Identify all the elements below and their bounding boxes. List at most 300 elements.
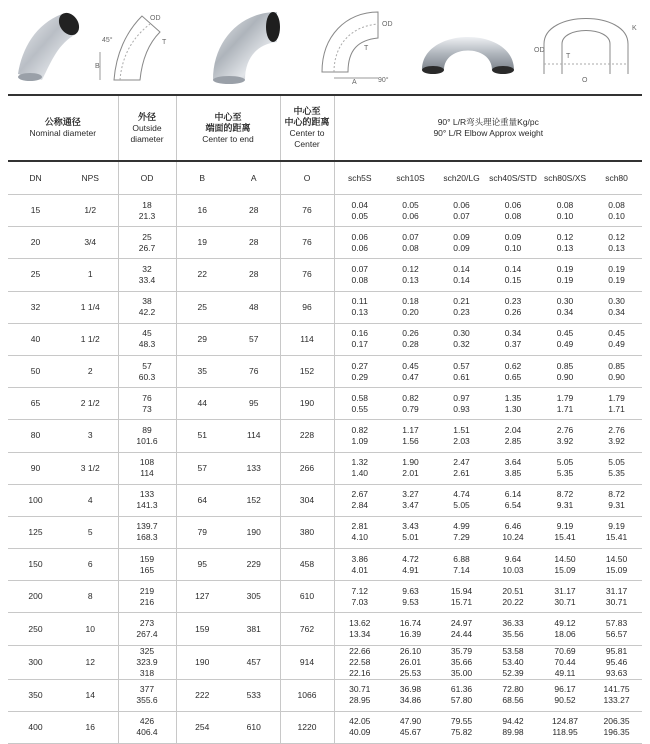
cell-value: 0.05 [402,199,419,210]
table-cell [539,291,591,323]
column-header: sch80 [591,161,642,195]
table-cell [385,259,436,291]
cell-value: 108 [139,457,155,468]
table-cell [118,259,176,291]
table-cell: 19 [176,227,228,259]
table-cell: 57 [228,323,280,355]
cell-value: 18 [142,199,152,210]
table-row [8,227,642,259]
table-cell [118,581,176,613]
cell-value: 3.85 [504,468,522,479]
table-cell [436,227,487,259]
cell-value: 0.28 [402,339,419,350]
cell-value: 139.7 [136,521,158,532]
cell-value: 25.53 [399,667,422,678]
cell-value: 7.12 [351,585,369,596]
table-cell: 64 [176,484,228,516]
cell-value: 0.30 [608,296,625,307]
table-cell [487,711,539,743]
cell-value: 0.17 [351,339,369,350]
outside-diameter-header: 外径 Outside diameter [118,95,176,161]
cell-value: 33.4 [138,274,156,285]
cell-value: 5.05 [556,457,574,468]
cell-value: 0.10 [556,210,574,221]
cell-value: 21.3 [138,210,156,221]
cell-value: 57 [142,360,152,371]
cell-value: 0.05 [351,210,369,221]
table-cell [436,613,487,645]
cell-value: 1.17 [402,424,419,435]
table-cell: 100 [8,484,63,516]
cell-value: 9.19 [556,521,574,532]
table-cell [334,323,385,355]
table-cell: 25 [176,291,228,323]
cell-value: 1.79 [608,392,625,403]
cell-value: 124.87 [552,716,579,727]
cell-value: 0.55 [351,403,369,414]
table-cell: 610 [280,581,334,613]
cell-value: 0.26 [504,307,522,318]
cell-value: 28.95 [349,695,371,706]
cell-value: 0.23 [453,307,470,318]
cell-value: 0.61 [453,371,470,382]
cell-value: 68.56 [502,695,524,706]
cell-value: 377 [139,684,155,695]
cell-value: 2.81 [351,521,369,532]
cell-value: 7.03 [351,596,369,607]
cell-value: 1.51 [453,424,470,435]
cell-value: 0.19 [556,263,574,274]
table-cell: 610 [228,711,280,743]
table-cell [118,711,176,743]
table-cell [436,420,487,452]
cell-value: 15.71 [450,596,473,607]
cell-value: 3.43 [402,521,419,532]
cell-value: 2.67 [351,489,369,500]
cell-value: 0.19 [608,263,625,274]
table-cell [591,259,642,291]
table-cell: 28 [228,195,280,227]
cell-value: 75.82 [450,727,473,738]
table-cell: 29 [176,323,228,355]
column-header: OD [118,161,176,195]
table-cell [591,420,642,452]
table-cell: 190 [176,645,228,679]
cell-value: 0.11 [351,296,368,307]
cell-value: 8.72 [608,489,625,500]
cell-value: 159 [139,553,155,564]
cell-value: 0.82 [351,424,369,435]
table-cell [591,355,642,387]
cell-value: 2.76 [556,424,574,435]
cell-value: 0.19 [608,274,625,285]
table-cell: 229 [228,549,280,581]
nominal-diameter-header: 公称通径 Nominal diameter [8,95,118,161]
table-cell [539,195,591,227]
table-cell: 762 [280,613,334,645]
table-cell [487,484,539,516]
table-cell [385,323,436,355]
cell-value: 4.72 [402,553,419,564]
cell-value: 0.34 [556,307,574,318]
cell-value: 0.58 [351,392,369,403]
table-cell: 6 [63,549,118,581]
cell-value: 133.27 [603,695,630,706]
table-cell [539,259,591,291]
table-cell: 3 [63,420,118,452]
table-cell [487,581,539,613]
cell-value: 0.15 [504,274,522,285]
cell-value: 0.09 [453,231,470,242]
cell-value: 0.30 [453,328,470,339]
table-cell [118,549,176,581]
table-cell [118,291,176,323]
cell-value: 10.03 [502,564,524,575]
table-cell [385,613,436,645]
cell-value: 2.85 [504,435,522,446]
column-header: sch80S/XS [539,161,591,195]
table-cell [539,645,591,679]
cell-value: 1.30 [504,403,522,414]
table-cell [436,516,487,548]
weight-header: 90° L/R弯头理论重量Kg/pc 90° L/R Elbow Approx weight [334,95,642,161]
column-header: NPS [63,161,118,195]
table-cell [118,388,176,420]
spec-table-body [8,195,642,744]
cell-value: 10.24 [502,532,524,543]
cell-value: 0.23 [504,296,522,307]
cell-value: 22.58 [349,656,371,667]
table-cell: 44 [176,388,228,420]
table-row [8,549,642,581]
table-row [8,323,642,355]
cell-value: 141.3 [136,500,158,511]
cell-value: 20.51 [502,585,524,596]
table-cell [591,484,642,516]
cell-value: 26.10 [399,645,422,656]
table-cell: 80 [8,420,63,452]
cell-value: 9.31 [608,500,625,511]
cell-value: 22.16 [349,667,371,678]
cell-value: 30.71 [605,596,628,607]
table-cell: 152 [228,484,280,516]
cell-value: 53.40 [502,656,524,667]
cell-value: 57.83 [605,618,628,629]
cell-value: 0.10 [608,210,625,221]
table-cell: 35 [176,355,228,387]
table-cell [118,679,176,711]
cell-value: 79.55 [450,716,473,727]
table-row [8,388,642,420]
cell-value: 0.27 [351,360,369,371]
cell-value: 206.35 [603,716,630,727]
table-cell [487,323,539,355]
column-header: sch40S/STD [487,161,539,195]
table-row [8,645,642,679]
table-cell: 12 [63,645,118,679]
cell-value: 141.75 [603,684,630,695]
product-figures [0,0,650,92]
table-cell: 127 [176,581,228,613]
cell-value: 72.80 [502,684,524,695]
table-cell: 458 [280,549,334,581]
cell-value: 0.97 [453,392,470,403]
cell-value: 1.90 [402,457,419,468]
cell-value: 3.86 [351,553,369,564]
table-cell [385,355,436,387]
table-cell [385,679,436,711]
table-cell: 20 [8,227,63,259]
cell-value: 1.56 [402,435,419,446]
cell-value: 30.71 [554,596,576,607]
cell-value: 1.71 [556,403,574,414]
table-cell [487,549,539,581]
table-cell: 1 1/4 [63,291,118,323]
cell-value: 355.6 [136,695,158,706]
cell-value: 96.17 [554,684,576,695]
cell-value: 3.92 [556,435,574,446]
column-header: sch20/LG [436,161,487,195]
table-cell [487,645,539,679]
cell-value: 0.14 [453,274,470,285]
cell-value: 3.27 [402,489,419,500]
table-cell [385,452,436,484]
cell-value: 0.37 [504,339,522,350]
table-cell: 90 [8,452,63,484]
dim-label: K [632,25,637,32]
cell-value: 0.45 [402,360,419,371]
cell-value: 40.09 [349,727,371,738]
table-row [8,613,642,645]
cell-value: 406.4 [136,727,158,738]
table-cell [436,484,487,516]
table-cell [334,613,385,645]
cell-value: 49.11 [554,667,576,678]
cell-value: 0.08 [402,242,419,253]
cell-value: 18.06 [554,629,576,640]
cell-value: 0.12 [608,231,625,242]
table-cell [334,679,385,711]
cell-value: 70.44 [554,656,576,667]
cell-value: 2.01 [402,468,419,479]
table-cell: 8 [63,581,118,613]
cell-value: 1.35 [504,392,522,403]
cell-value: 35.56 [502,629,524,640]
cell-value: 4.91 [402,564,419,575]
table-cell [334,484,385,516]
table-cell [118,645,176,679]
cell-value: 49.12 [554,618,576,629]
cell-value: 1.40 [351,468,369,479]
cell-value: 114 [140,468,154,479]
table-cell: 5 [63,516,118,548]
cell-value: 2.04 [504,424,522,435]
cell-value: 0.08 [556,199,574,210]
cell-value: 0.07 [453,210,470,221]
cell-value: 38 [142,296,152,307]
cell-value: 34.86 [399,695,422,706]
cell-value: 15.41 [554,532,576,543]
cell-value: 0.19 [556,274,574,285]
cell-value: 57.80 [450,695,473,706]
cell-value: 94.42 [502,716,524,727]
column-header-row [8,161,642,195]
table-cell: 200 [8,581,63,613]
table-cell [591,645,642,679]
cell-value: 76 [142,392,152,403]
cell-value: 0.13 [402,274,419,285]
table-cell [487,679,539,711]
cell-value: 0.47 [402,371,419,382]
cell-value: 26.01 [399,656,422,667]
table-cell: 2 1/2 [63,388,118,420]
table-cell: 133 [228,452,280,484]
center-to-end-header: 中心至 端面的距离 Center to end [176,95,280,161]
cell-value: 0.16 [351,328,369,339]
table-cell: 1/2 [63,195,118,227]
table-cell [436,195,487,227]
table-cell [385,484,436,516]
dim-label: O [582,77,588,84]
table-cell: 25 [8,259,63,291]
table-cell [118,484,176,516]
cell-value: 0.06 [351,242,369,253]
cell-value: 0.30 [556,296,574,307]
dim-label: T [566,53,571,60]
table-cell: 914 [280,645,334,679]
cell-value: 0.85 [608,360,625,371]
table-cell: 300 [8,645,63,679]
cell-value: 9.31 [556,500,574,511]
cell-value: 323.9 [136,656,158,667]
cell-value: 0.49 [608,339,625,350]
table-cell [539,581,591,613]
cell-value: 35.66 [450,656,473,667]
table-cell [334,227,385,259]
table-cell [539,484,591,516]
cell-value: 1.32 [351,457,369,468]
table-cell: 76 [280,195,334,227]
table-cell [487,420,539,452]
table-cell [591,613,642,645]
table-cell: 22 [176,259,228,291]
table-cell [487,355,539,387]
table-cell [591,711,642,743]
cell-value: 4.99 [453,521,470,532]
table-cell [436,679,487,711]
cell-value: 42.05 [349,716,371,727]
table-cell: 400 [8,711,63,743]
cell-value: 47.90 [399,716,422,727]
elbow-spec-table [8,94,642,744]
cell-value: 1.79 [556,392,574,403]
column-header: sch10S [385,161,436,195]
return-180-photo [418,4,518,86]
table-cell [334,645,385,679]
table-cell [436,645,487,679]
cell-value: 0.26 [402,328,419,339]
cell-value: 0.57 [453,360,470,371]
return-180-drawing [532,4,644,86]
cell-value: 0.06 [504,199,522,210]
table-cell [539,679,591,711]
table-cell: 228 [280,420,334,452]
table-cell [118,452,176,484]
table-cell: 1 [63,259,118,291]
table-cell: 125 [8,516,63,548]
table-cell [334,388,385,420]
table-cell [118,516,176,548]
cell-value: 60.3 [138,371,156,382]
cell-value: 0.20 [402,307,419,318]
cell-value: 0.09 [504,231,522,242]
cell-value: 0.21 [453,296,470,307]
cell-value: 0.06 [402,210,419,221]
table-cell [334,355,385,387]
cell-value: 6.88 [453,553,470,564]
table-cell [385,195,436,227]
cell-value: 15.09 [605,564,628,575]
cell-value: 16.39 [399,629,422,640]
table-cell [385,581,436,613]
elbow-90-photo [205,4,287,86]
cell-value: 48.3 [138,339,156,350]
table-cell [334,420,385,452]
cell-value: 3.47 [402,500,419,511]
cell-value: 35.79 [450,645,473,656]
table-cell [436,259,487,291]
table-cell [436,549,487,581]
table-cell [436,291,487,323]
table-cell [591,516,642,548]
cell-value: 52.39 [502,667,524,678]
cell-value: 36.33 [502,618,524,629]
table-cell: 95 [228,388,280,420]
table-cell: 190 [228,516,280,548]
table-cell: 1 1/2 [63,323,118,355]
table-cell [385,549,436,581]
elbow-45-drawing [92,4,172,86]
cell-value: 14.50 [554,553,576,564]
cell-value: 0.90 [556,371,574,382]
table-cell: 96 [280,291,334,323]
cell-value: 20.22 [502,596,524,607]
cell-value: 22.66 [349,645,371,656]
cell-value: 0.45 [556,328,574,339]
table-cell: 76 [280,259,334,291]
cell-value: 0.82 [402,392,419,403]
table-cell [591,323,642,355]
cell-value: 70.69 [554,645,576,656]
table-cell: 533 [228,679,280,711]
cell-value: 2.03 [453,435,470,446]
table-cell [334,549,385,581]
table-cell [487,195,539,227]
table-cell [118,355,176,387]
cell-value: 216 [139,596,155,607]
cell-value: 8.72 [556,489,574,500]
table-cell [591,679,642,711]
cell-value: 61.36 [450,684,473,695]
cell-value: 0.09 [453,242,470,253]
table-cell: 76 [280,227,334,259]
cell-value: 0.18 [402,296,419,307]
table-cell: 381 [228,613,280,645]
table-cell [487,227,539,259]
table-cell [334,711,385,743]
cell-value: 0.12 [402,263,419,274]
table-cell: 32 [8,291,63,323]
